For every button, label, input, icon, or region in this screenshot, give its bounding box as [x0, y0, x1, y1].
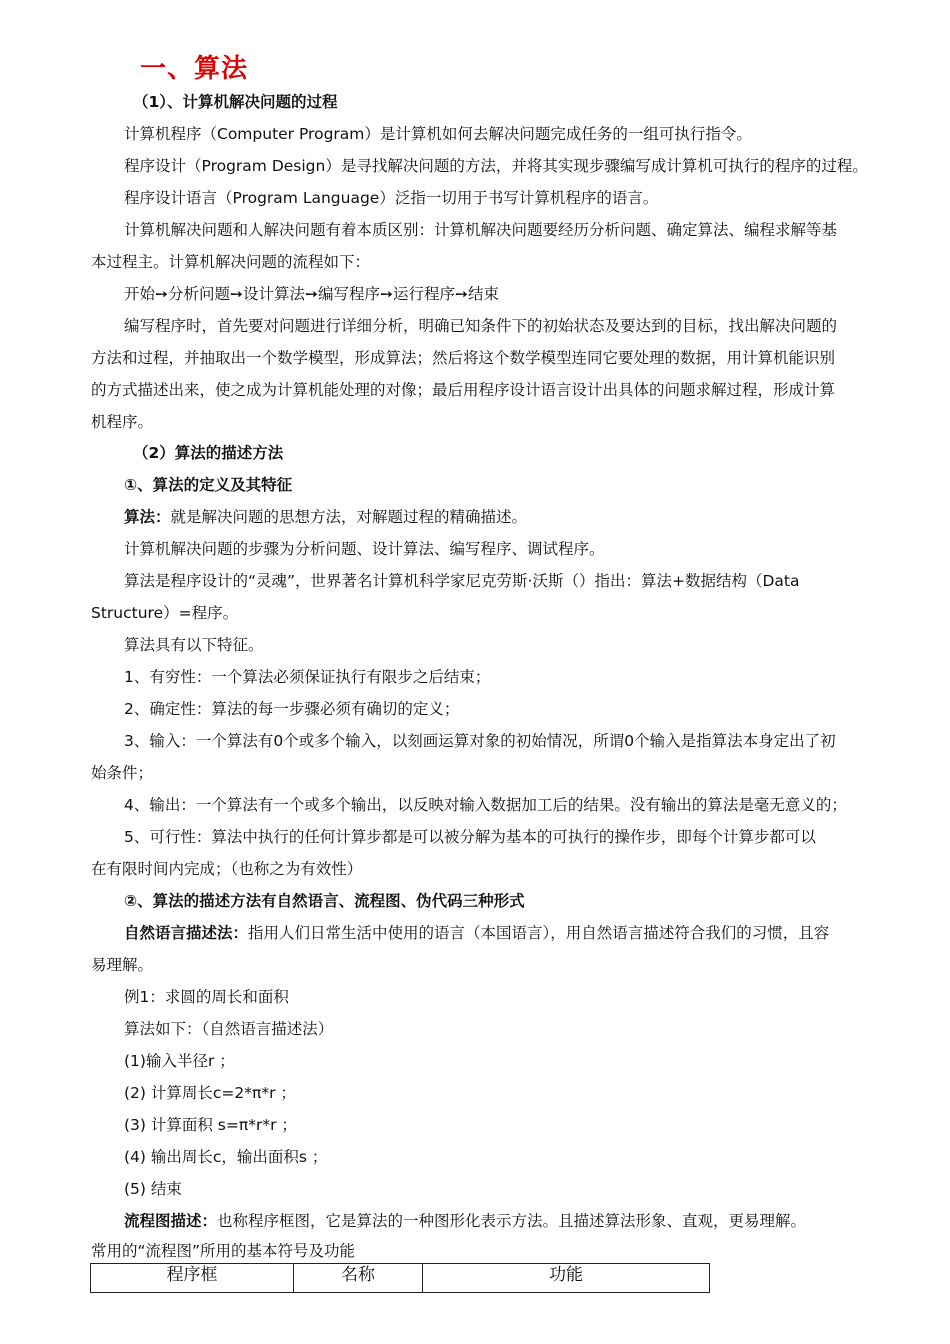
subsection-heading: （1）、计算机解决问题的过程: [133, 93, 338, 111]
paragraph-line: 算法如下：（自然语言描述法）: [124, 1020, 334, 1038]
table-header-cell: 功能: [423, 1264, 710, 1293]
paragraph-line: 机程序。: [91, 413, 154, 431]
feature-item: 始条件；: [91, 764, 154, 782]
natural-language-line: [124, 923, 829, 943]
paragraph-line: 算法是程序设计的“灵魂”，世界著名计算机科学家尼克劳斯·沃斯（）指出：算法+数据结构（Data: [124, 572, 800, 590]
subsection-heading: ①、算法的定义及其特征: [124, 476, 293, 494]
natural-language-label: 自然语言描述法：: [124, 924, 249, 942]
paragraph-line: 算法具有以下特征。: [124, 636, 264, 654]
paragraph-line: 计算机解决问题和人解决问题有着本质区别：计算机解决问题要经历分析问题、确定算法、编程求解等基: [124, 221, 838, 239]
flowchart-label: 流程图描述：: [124, 1212, 218, 1230]
paragraph-line: 的方式描述出来，使之成为计算机能处理的对像；最后用程序设计语言设计出具体的问题求解过程，形成计算: [91, 381, 836, 399]
flowchart-line: [124, 1211, 806, 1231]
paragraph-line: 编写程序时，首先要对问题进行详细分析，明确已知条件下的初始状态及要达到的目标，找出解决问题的: [124, 317, 838, 335]
feature-item: 3、输入：一个算法有0个或多个输入，以刻画运算对象的初始情况，所谓0个输入是指算法本身定出了初: [124, 732, 836, 750]
paragraph-line: 计算机程序（Computer Program）是计算机如何去解决问题完成任务的一组可执行指令。: [124, 125, 752, 143]
section-heading: 一、算法: [140, 54, 249, 84]
definition-line: [124, 507, 527, 527]
feature-item: 5、可行性：算法中执行的任何计算步都是可以被分解为基本的可执行的操作步，即每个计算步都可以: [124, 828, 816, 846]
table-header-cell: 名称: [294, 1264, 423, 1293]
symbol-table: [90, 1263, 710, 1293]
natural-language-text: 指用人们日常生活中使用的语言（本国语言），用自然语言描述符合我们的习惯，且容: [248, 924, 830, 942]
algorithm-step: (2) 计算周长c=2*π*r ；: [124, 1084, 296, 1102]
definition-label: 算法：: [124, 508, 171, 526]
paragraph-line: 方法和过程，并抽取出一个数学模型，形成算法；然后将这个数学模型连同它要处理的数据，用计算机能识别: [91, 349, 836, 367]
subsection-heading: ②、算法的描述方法有自然语言、流程图、伪代码三种形式: [124, 892, 525, 910]
example-title: 例1：求圆的周长和面积: [124, 988, 289, 1006]
subsection-heading: （2）算法的描述方法: [133, 444, 284, 462]
table-caption: 常用的“流程图”所用的基本符号及功能: [91, 1242, 356, 1260]
feature-item: 在有限时间内完成；（也称之为有效性）: [91, 860, 363, 878]
definition-text: 就是解决问题的思想方法，对解题过程的精确描述。: [170, 508, 528, 526]
paragraph-line: 程序设计（Program Design）是寻找解决问题的方法，并将其实现步骤编写成计算机可执行的程序的过程。: [124, 157, 868, 175]
flowchart-text: 也称程序框图，它是算法的一种图形化表示方法。且描述算法形象、直观，更易理解。: [217, 1212, 807, 1230]
paragraph-line: 计算机解决问题的步骤为分析问题、设计算法、编写程序、调试程序。: [124, 540, 605, 558]
paragraph-line: 本过程主。计算机解决问题的流程如下：: [91, 253, 371, 271]
paragraph-line: 程序设计语言（Program Language）泛指一切用于书写计算机程序的语言。: [124, 189, 659, 207]
table-header-row: [91, 1264, 710, 1293]
algorithm-step: (1)输入半径r ；: [124, 1052, 235, 1070]
paragraph-line: 易理解。: [91, 956, 154, 974]
paragraph-line: Structure）=程序。: [91, 604, 239, 622]
table-header-cell: 程序框: [91, 1264, 294, 1293]
feature-item: 4、输出：一个算法有一个或多个输出，以反映对输入数据加工后的结果。没有输出的算法是毫无意义的；: [124, 796, 847, 814]
algorithm-step: (4) 输出周长c，输出面积s ；: [124, 1148, 328, 1166]
feature-item: 1、有穷性：一个算法必须保证执行有限步之后结束；: [124, 668, 491, 686]
algorithm-step: (3) 计算面积 s=π*r*r ；: [124, 1116, 297, 1134]
flow-sequence: 开始➙分析问题➙设计算法➙编写程序➙运行程序➙结束: [124, 285, 499, 303]
feature-item: 2、确定性：算法的每一步骤必须有确切的定义；: [124, 700, 460, 718]
algorithm-step: (5) 结束: [124, 1180, 182, 1198]
